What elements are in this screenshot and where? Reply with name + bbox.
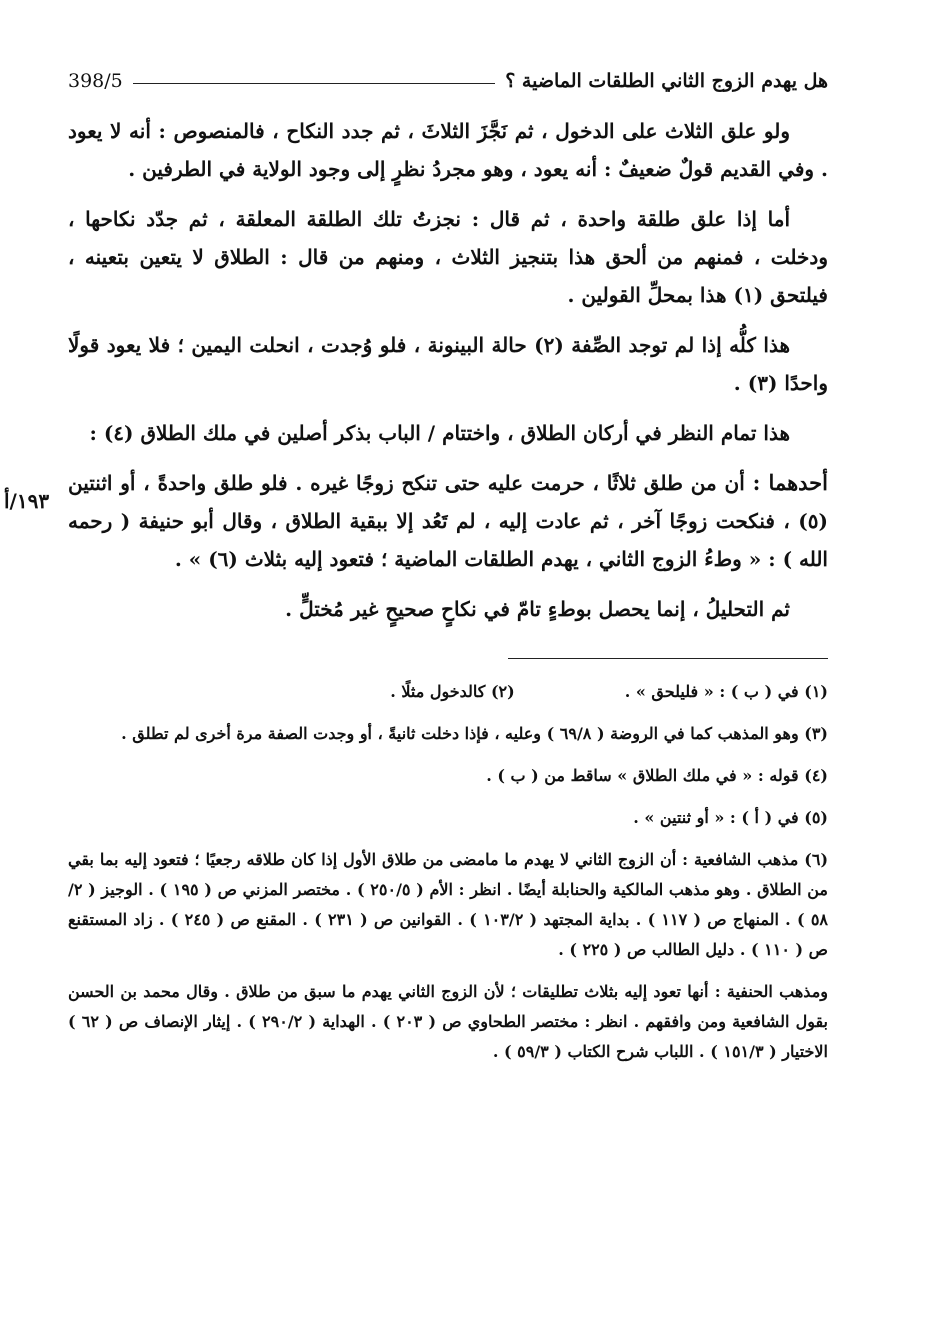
footnote-5: (٥) في ( أ ) : « أو ثنتين » . xyxy=(633,808,828,827)
footnote-2: (٢) كالدخول مثلًا . xyxy=(390,682,515,701)
footnote-6-text: أن الزوج الثاني لا يهدم ما مامضى من طلاق الأول إذا كان طلاقه رجعيًا ؛ فتعود إليه بما بقي من الطلاق . وهو مذهب المالكية والحنابلة أيضًا . انظر : الأم ( ٢٥٠/٥ ) . مختصر المزني ص ( ١٩٥ ) . الوجيز ( ٢/ ٥٨ ) . المنهاج ص ( ١١٧ ) . بداية المجتهد ( ١٠٣/٢ ) . القوانين ص ( ٢٣١ ) . المقنع ص ( ٢٤٥ ) . زاد المستقنع ص ( ١١٠ ) . دليل الطالب ص ( ٢٢٥ ) . xyxy=(68,850,829,959)
paragraph-6: ثم التحليلُ ، إنما يحصل بوطءٍ تامّ في نكاحٍ صحيحٍ غير مُختلٍّ . xyxy=(285,597,790,621)
footnote-4: (٤) قوله : « في ملك الطلاق » ساقط من ( ب ) . xyxy=(486,766,828,785)
footnote-3: (٣) وهو المذهب كما في الروضة ( ٦٩/٨ ) وعليه ، فإذا دخلت ثانيةً ، أو وجدت الصفة مرة أخرى لم تطلق . xyxy=(121,724,828,743)
footnote-7 xyxy=(68,977,828,1067)
running-header xyxy=(68,58,828,92)
header-rule xyxy=(133,83,495,84)
page-number: 398/5 xyxy=(68,70,123,92)
footnotes xyxy=(68,677,828,1067)
paragraph-4: هذا تمام النظر في أركان الطلاق ، واختتام / الباب بذكر أصلين في ملك الطلاق (٤) : xyxy=(89,421,790,445)
footnote-6-label: (٦) مذهب الشافعية : xyxy=(682,850,829,869)
footnote-7-label: ومذهب الحنفية : xyxy=(714,982,829,1001)
paragraph-3: هذا كلُّه إذا لم توجد الصِّفة (٢) حالة البينونة ، فلو وُجدت ، انحلت اليمين ؛ فلا يعود قولًا واحدًا (٣) . xyxy=(68,333,828,395)
paragraph-1: ولو علق الثلاث على الدخول ، ثم نَجَّزَ الثلاثَ ، ثم جدد النكاح ، فالمنصوص : أنه لا يعود . وفي القديم قولٌ ضعيفٌ : أنه يعود ، وهو مجردُ نظرٍ إلى وجود الولاية في الطرفين . xyxy=(68,119,828,181)
main-text xyxy=(68,112,828,628)
footnote-row-1-2 xyxy=(68,677,828,707)
folio-margin-note: ١٩٣/أ xyxy=(4,489,50,513)
paragraph-5-lead: أحدهما : xyxy=(752,470,828,495)
header-title: هل يهدم الزوج الثاني الطلقات الماضية ؟ xyxy=(505,70,828,92)
paragraph-2: أما إذا علق طلقة واحدة ، ثم قال : نجزتُ تلك الطلقة المعلقة ، ثم جدّد نكاحها ، ودخلت ، فمنهم من ألحق هذا بتنجيز الثلاث ، ومنهم من قال : الطلاق لا يتعين بتعينه ، فيلتحق (١) هذا بمحلِّ القولين . xyxy=(68,207,828,307)
footnote-1: (١) في ( ب ) : « فليلحق » . xyxy=(624,682,828,701)
book-page xyxy=(68,58,828,1079)
paragraph-5 xyxy=(68,464,828,578)
footnote-7-text: أنها تعود إليه بثلاث تطليقات ؛ لأن الزوج الثاني يهدم ما سبق من طلاق . وقال محمد بن الحسن بقول الشافعية ومن وافقهم . انظر : مختصر الطحاوي ص ( ٢٠٣ ) . الهداية ( ٢٩٠/٢ ) . إيثار الإنصاف ص ( ٦٢ ) الاختيار ( ١٥١/٣ ) . اللباب شرح الكتاب ( ٥٩/٣ ) . xyxy=(68,982,829,1061)
paragraph-5-text: أن من طلق ثلاثًا ، حرمت عليه حتى تنكح زوجًا غيره . فلو طلق واحدةً ، أو اثنتين (٥) ، فنكحت زوجًا آخر ، ثم عادت إليه ، لم تَعُد إلا ببقية الطلاق ، وقال أبو حنيفة ( رحمه الله ) : « وطءُ الزوج الثاني ، يهدم الطلقات الماضية ؛ فتعود إليه بثلاث (٦) » . xyxy=(68,471,828,571)
footnote-6 xyxy=(68,845,828,965)
footnote-separator xyxy=(508,658,828,659)
